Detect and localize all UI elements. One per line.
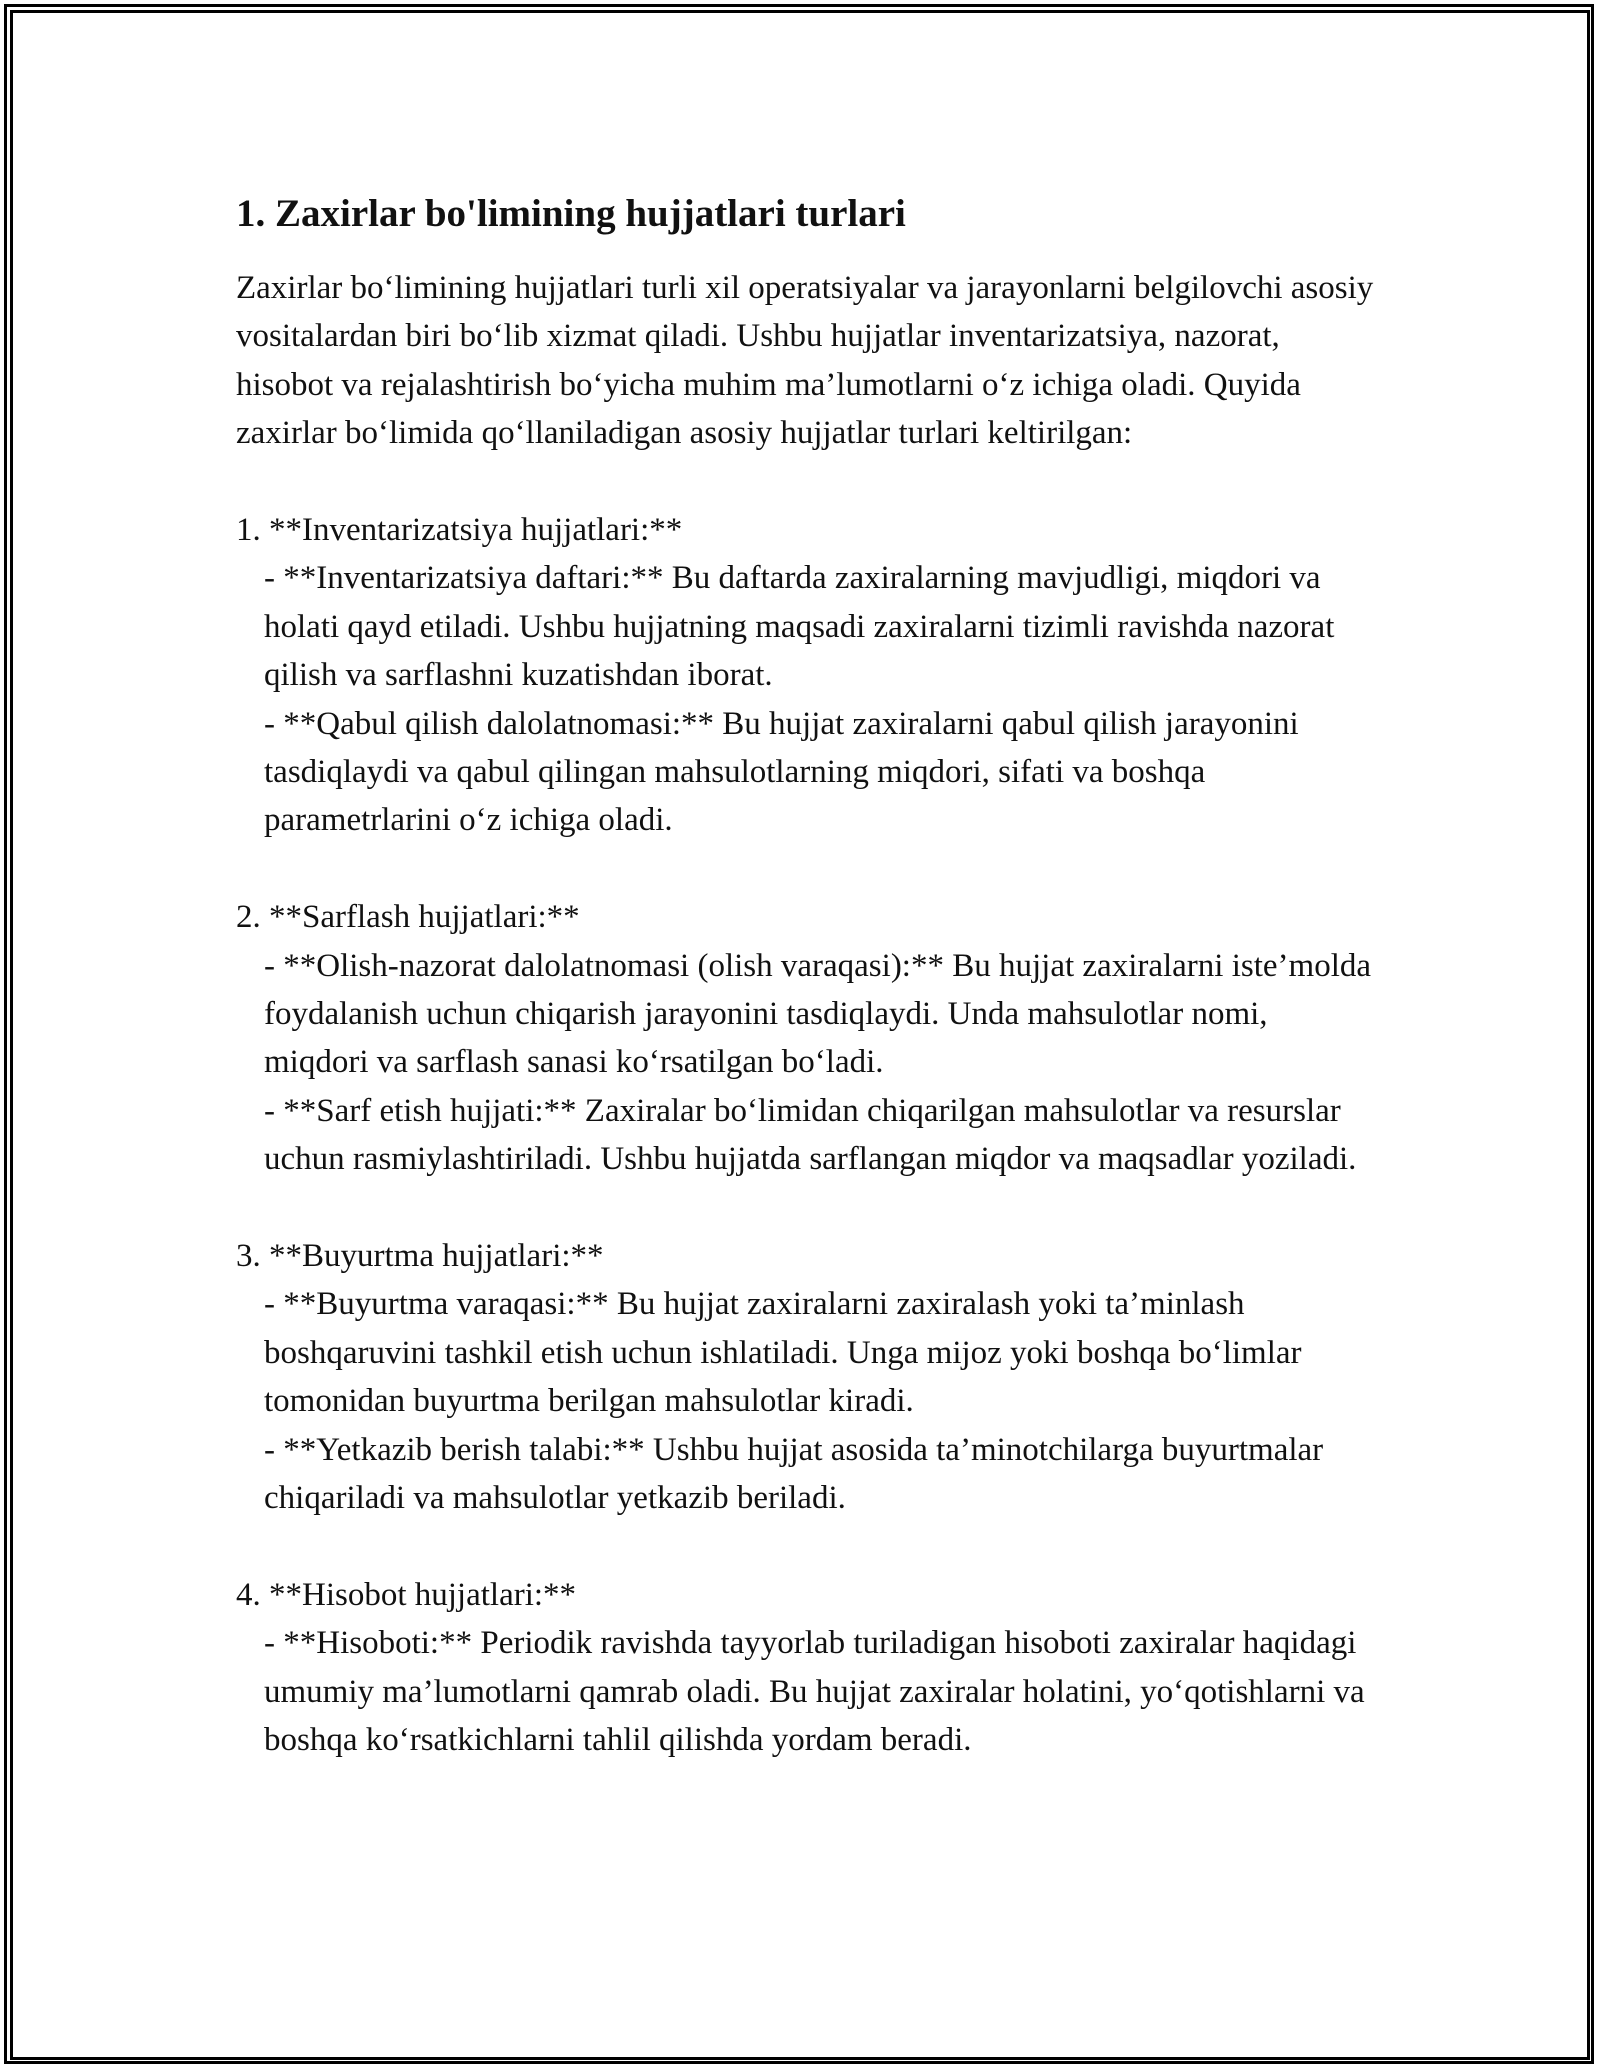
section-report — [236, 1571, 1376, 1765]
section-heading: 4. **Hisobot hujjatlari:** — [236, 1576, 577, 1613]
intro-paragraph: Zaxirlar bo‘limining hujjatlari turli xil operatsiyalar va jarayonlarni belgilovchi asosiy vositalardan biri bo‘lib xizmat qiladi. Ushbu hujjatlar inventarizatsiya, nazorat, hisobot va rejalashtirish bo‘yicha muhim ma’lumotlarni o‘z ichiga oladi. Quyida zaxirlar bo‘limida qo‘llaniladigan asosiy hujjatlar turlari keltirilgan: — [236, 270, 1382, 452]
document-title: 1. Zaxirlar bo'limining hujjatlari turlari — [236, 192, 906, 235]
document-body — [236, 186, 1382, 1765]
section-item: - **Hisoboti:** Periodik ravishda tayyorlab turiladigan hisoboti zaxiralar haqidagi umumiy ma’lumotlarni qamrab oladi. Bu hujjat zaxiralar holatini, yo‘qotishlarni va boshqa ko‘rsatkichlarni tahlil qilishda yordam beradi. — [264, 1625, 1373, 1759]
section-item: - **Buyurtma varaqasi:** Bu hujjat zaxiralarni zaxiralash yoki ta’minlash boshqaruvini tashkil etish uchun ishlatiladi. Unga mijoz yoki boshqa bo‘limlar tomonidan buyurtma berilgan mahsulotlar kiradi. — [264, 1286, 1310, 1420]
section-order — [236, 1232, 1376, 1522]
section-heading: 3. **Buyurtma hujjatlari:** — [236, 1238, 604, 1275]
section-expense — [236, 893, 1380, 1183]
section-item: - **Inventarizatsiya daftari:** Bu daftarda zaxiralarning mavjudligi, miqdori va holati qayd etiladi. Ushbu hujjatning maqsadi zaxiralarni tizimli ravishda nazorat qilish va sarflashni kuzatishdan iborat. — [264, 560, 1343, 694]
section-heading: 1. **Inventarizatsiya hujjatlari:** — [236, 512, 683, 549]
section-item: - **Yetkazib berish talabi:** Ushbu hujjat asosida ta’minotchilarga buyurtmalar chiqariladi va mahsulotlar yetkazib beriladi. — [264, 1431, 1332, 1517]
section-item: - **Sarf etish hujjati:** Zaxiralar bo‘limidan chiqarilgan mahsulotlar va resurslar uchun rasmiylashtiriladi. Ushbu hujjatda sarflangan miqdor va maqsadlar yoziladi. — [264, 1092, 1357, 1178]
section-heading: 2. **Sarflash hujjatlari:** — [236, 899, 580, 936]
section-item: - **Qabul qilish dalolatnomasi:** Bu hujjat zaxiralarni qabul qilish jarayonini tasdiqlaydi va qabul qilingan mahsulotlarning miqdori, sifati va boshqa parametrlarini o‘z ichiga oladi. — [264, 705, 1307, 839]
section-inventory — [236, 506, 1376, 845]
section-item: - **Olish-nazorat dalolatnomasi (olish varaqasi):** Bu hujjat zaxiralarni iste’molda foydalanish uchun chiqarish jarayonini tasdiqlaydi. Unda mahsulotlar nomi, miqdori va sarflash sanasi ko‘rsatilgan bo‘ladi. — [264, 947, 1380, 1081]
